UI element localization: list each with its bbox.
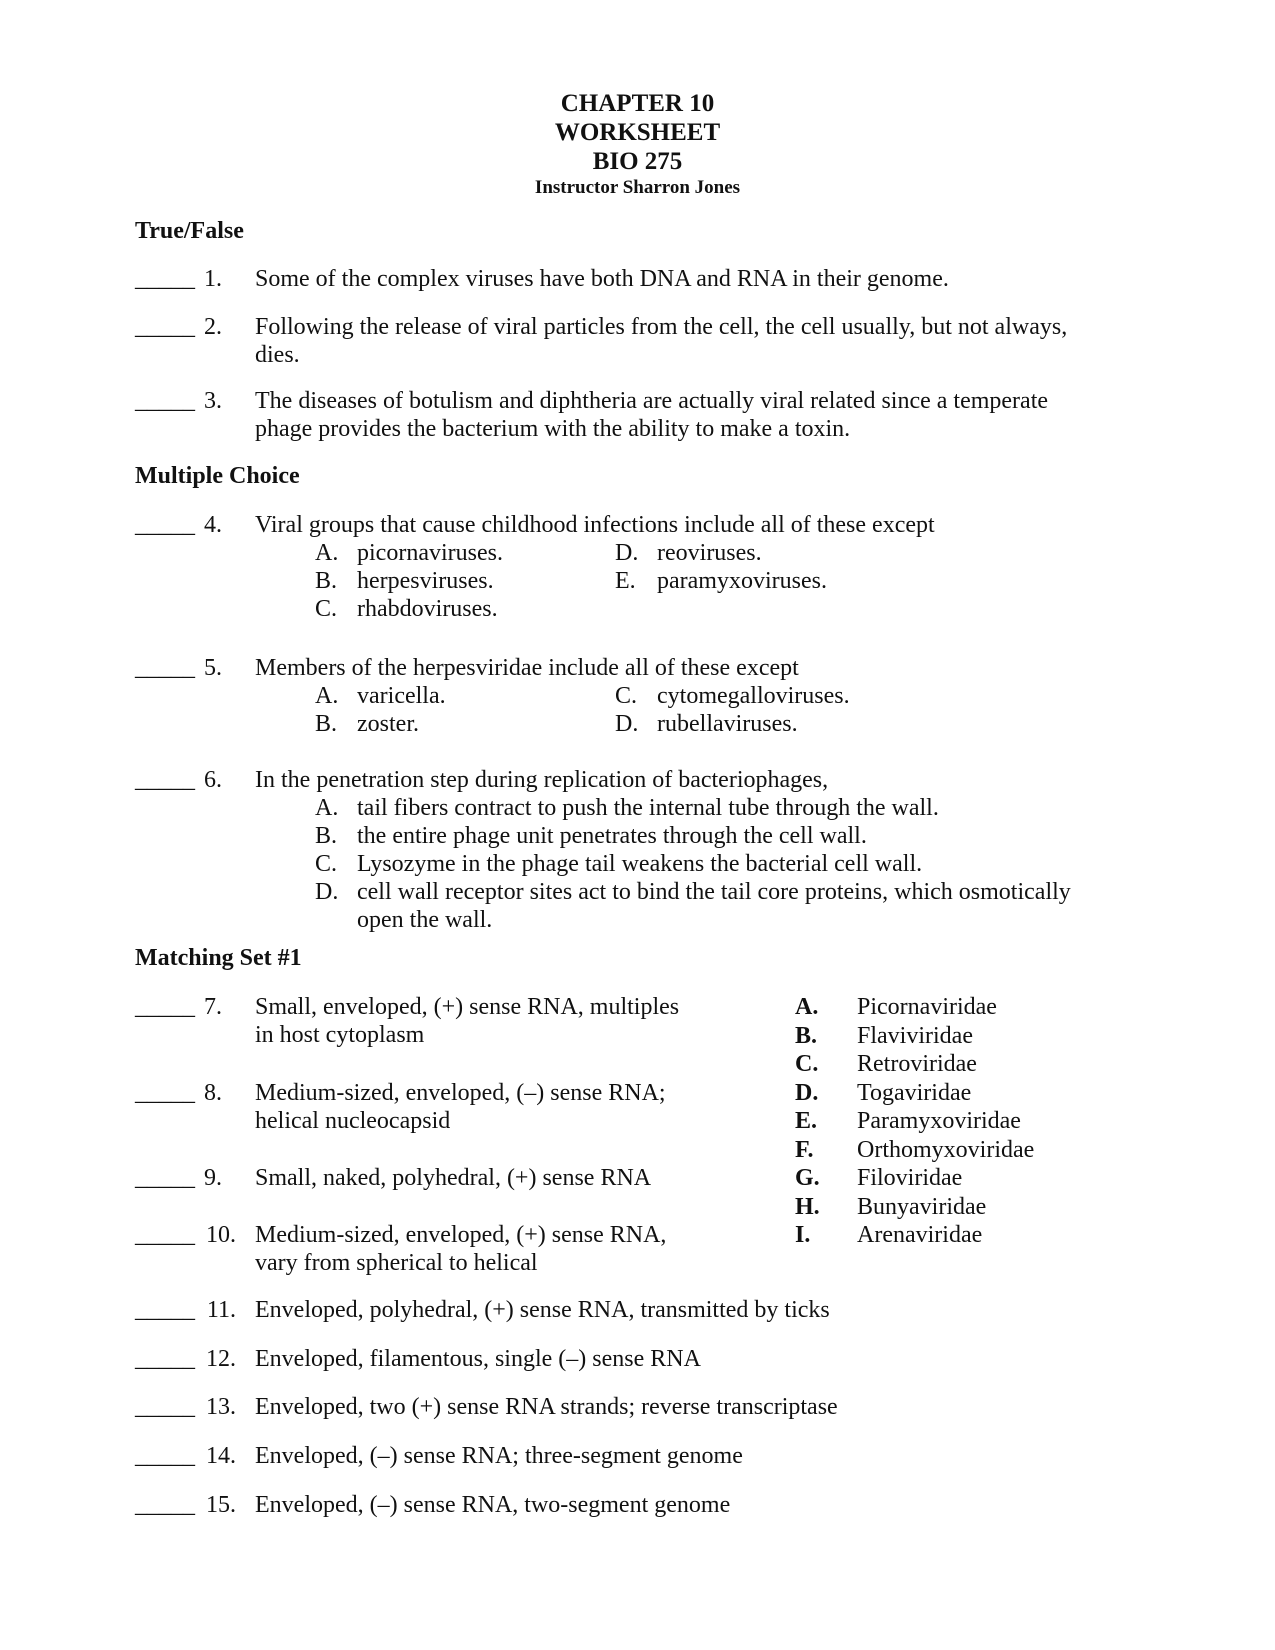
answer-blank: _____ [135,512,195,538]
answer-option: D. reoviruses. [615,540,762,566]
answer-blank: _____ [135,1080,195,1106]
question-text: Members of the herpesviridae include all of these except [255,655,799,681]
answer-blank: _____ [135,1222,195,1248]
answer-option: D. rubellaviruses. [615,711,798,737]
question-text: Small, enveloped, (+) sense RNA, multiples [255,994,680,1020]
question-text: Small, naked, polyhedral, (+) sense RNA [255,1165,652,1191]
matching-family: Picornaviridae [857,994,997,1020]
question-number: 12. [206,1346,236,1372]
question-text: Enveloped, (–) sense RNA, two-segment genome [255,1492,731,1518]
answer-option: A. varicella. [315,683,446,709]
answer-blank: _____ [135,1297,195,1323]
chapter-heading: CHAPTER 10 [560,90,715,117]
answer-option-continuation: open the wall. [357,907,493,933]
answer-blank: _____ [135,1165,195,1191]
question-number: 11. [206,1297,236,1323]
matching-letter: E. [795,1108,818,1134]
question-number: 4. [204,512,222,538]
question-text: vary from spherical to helical [255,1250,538,1276]
question-text: Enveloped, two (+) sense RNA strands; reverse transcriptase [255,1394,838,1420]
question-text: phage provides the bacterium with the ability to make a toxin. [255,416,851,442]
answer-blank: _____ [135,266,195,292]
matching-family: Togaviridae [857,1079,972,1106]
question-text: Viral groups that cause childhood infections include all of these except [255,512,935,538]
question-text: Enveloped, (–) sense RNA; three-segment genome [255,1443,743,1469]
question-text: Following the release of viral particles from the cell, the cell usually, but not always, [255,314,1068,340]
answer-option: E. paramyxoviruses. [615,568,827,594]
matching-letter: H. [795,1193,820,1220]
answer-option: A. picornaviruses. [315,540,503,566]
course-heading: BIO 275 [592,148,683,175]
question-number: 6. [204,767,222,793]
answer-option: C. Lysozyme in the phage tail weakens the bacterial cell wall. [315,851,923,877]
answer-blank: _____ [135,655,195,681]
answer-option: B. zoster. [315,711,419,737]
answer-blank: _____ [135,388,195,414]
matching-letter: I. [795,1222,811,1248]
answer-option: B. herpesviruses. [315,568,494,594]
question-number: 10. [206,1222,236,1248]
answer-option: A. tail fibers contract to push the internal tube through the wall. [315,795,939,821]
section-matching: Matching Set #1 [135,945,302,971]
question-text: Enveloped, polyhedral, (+) sense RNA, transmitted by ticks [255,1297,830,1323]
matching-family: Paramyxoviridae [857,1108,1021,1134]
answer-blank: _____ [135,994,195,1020]
question-text: The diseases of botulism and diphtheria are actually viral related since a temperate [255,388,1049,414]
answer-blank: _____ [135,1443,195,1469]
matching-family: Orthomyxoviridae [857,1136,1035,1163]
instructor-name: Instructor Sharron Jones [534,177,741,198]
answer-blank: _____ [135,1394,195,1420]
question-text: Medium-sized, enveloped, (–) sense RNA; [255,1080,666,1106]
question-number: 5. [204,655,222,681]
question-text: In the penetration step during replication of bacteriophages, [255,767,829,793]
matching-family: Retroviridae [857,1051,977,1077]
matching-family: Flaviviridae [857,1022,973,1049]
answer-blank: _____ [135,767,195,793]
question-text: helical nucleocapsid [255,1108,451,1134]
question-text: dies. [255,342,300,368]
answer-option: C. rhabdoviruses. [315,596,498,622]
answer-option: B. the entire phage unit penetrates through the cell wall. [315,823,867,849]
answer-option: C. cytomegalloviruses. [615,683,850,709]
section-multiple-choice: Multiple Choice [135,463,300,489]
matching-letter: D. [795,1079,819,1106]
question-number: 8. [204,1080,222,1106]
matching-letter: F. [795,1136,814,1163]
question-number: 1. [204,266,222,292]
question-number: 7. [204,994,222,1020]
question-number: 3. [204,388,222,414]
question-text: Some of the complex viruses have both DNA and RNA in their genome. [255,266,949,292]
question-text: in host cytoplasm [255,1022,425,1048]
matching-family: Bunyaviridae [857,1193,987,1220]
answer-blank: _____ [135,314,195,340]
question-number: 13. [206,1394,236,1420]
worksheet-heading: WORKSHEET [554,119,721,146]
matching-letter: C. [795,1051,819,1077]
answer-option: D. cell wall receptor sites act to bind the tail core proteins, which osmotically [315,879,1071,905]
question-number: 14. [206,1443,236,1469]
answer-blank: _____ [135,1492,195,1518]
section-true-false: True/False [135,218,244,244]
matching-letter: G. [795,1165,820,1191]
question-text: Enveloped, filamentous, single (–) sense RNA [255,1346,701,1372]
matching-family: Filoviridae [857,1165,963,1191]
question-number: 9. [204,1165,222,1191]
question-number: 15. [206,1492,236,1518]
answer-blank: _____ [135,1346,195,1372]
matching-letter: A. [795,994,819,1020]
question-number: 2. [204,314,222,340]
matching-letter: B. [795,1022,818,1049]
question-text: Medium-sized, enveloped, (+) sense RNA, [255,1222,667,1248]
matching-family: Arenaviridae [857,1222,983,1248]
